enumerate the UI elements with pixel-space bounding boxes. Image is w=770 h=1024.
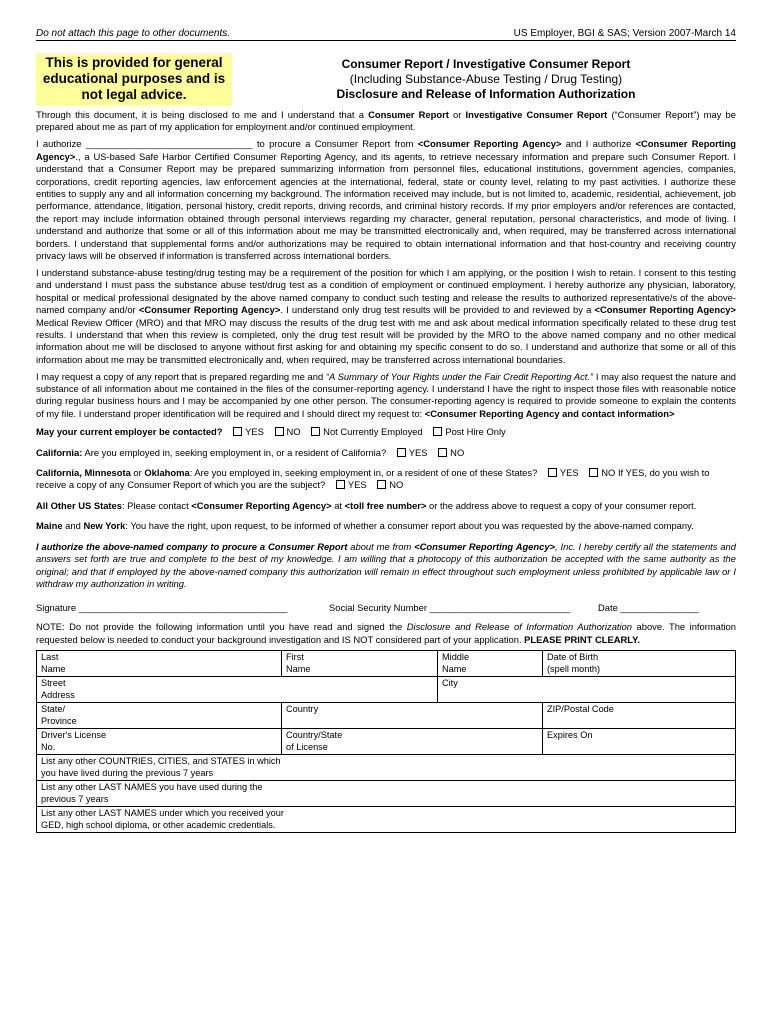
- country-cell[interactable]: Country: [282, 703, 543, 729]
- copy-yes-checkbox[interactable]: [336, 480, 345, 489]
- state-cell[interactable]: State/ Province: [37, 703, 282, 729]
- header-right: US Employer, BGI & SAS; Version 2007-March 14: [513, 28, 736, 39]
- rights-paragraph: I may request a copy of any report that is prepared regarding me and “A Summary of Your Rights under the Fair Credit Reporting Act.” I may also request the nature and substance of all information about me contained in the files of the consumer-reporting agency. I understand I have the right to inspect those files with reasonable notice during regular business hours and I may be accompanied by one other person. The consumer-reporting agency is required to provide someone to explain the contents of my file. I understand proper identification will be required and I should direct my request to: <Consumer Reporting Agency and contact information>: [36, 370, 736, 419]
- ged-names-cell[interactable]: List any other LAST NAMES under which you received your GED, high school diploma, or other academic credentials.: [37, 807, 736, 833]
- employer-post-hire-checkbox[interactable]: [433, 427, 442, 436]
- maine-newyork-paragraph: Maine and New York: You have the right, upon request, to be informed of whether a consumer report about you was requested by the above-named company.: [36, 520, 694, 532]
- title-line3: Disclosure and Release of Information Authorization: [336, 87, 636, 101]
- states-no-checkbox[interactable]: [589, 468, 598, 477]
- form-page: [36, 28, 736, 833]
- expires-cell[interactable]: Expires On: [543, 729, 736, 755]
- note-paragraph: NOTE: Do not provide the following information until you have read and signed the Disclosure and Release of Information Authorization above. The information requested below is needed to conduct your background investigation and IS NOT considered part of your application. PLEASE PRINT CLEARLY.: [36, 621, 736, 645]
- copy-no-checkbox[interactable]: [377, 480, 386, 489]
- states-yes-checkbox[interactable]: [548, 468, 557, 477]
- page-header: [36, 28, 736, 41]
- employer-contact-question: May your current employer be contacted? YES NO Not Currently Employed Post Hire Only: [36, 426, 506, 438]
- form-title: [236, 57, 736, 102]
- last-name-cell[interactable]: Last Name: [37, 651, 282, 677]
- date-field[interactable]: Date _______________: [598, 602, 699, 614]
- california-no-checkbox[interactable]: [438, 448, 447, 457]
- legal-notice: This is provided for general educational purposes and is not legal advice.: [36, 53, 232, 105]
- california-question: California: Are you employed in, seeking employment in, or a resident of California? YES NO: [36, 446, 465, 458]
- disclosure-paragraph: Through this document, it is being disclosed to me and I understand that a Consumer Report or Investigative Consumer Report (“Consumer Report”) may be prepared about me as part of my application for employment and/or continued employment.: [36, 109, 736, 133]
- license-cell[interactable]: Driver's License No.: [37, 729, 282, 755]
- certification-paragraph: I authorize the above-named company to procure a Consumer Report about me from <Consumer Reporting Agency>, Inc. I hereby certify all the statements and answers set forth are true and complete to the best of my knowledge. I am willing that a photocopy of this authorization be accepted with the same authority as the original; and that if employed by the above-named company this authorization will remain in effect throughout such employment unless prohibited by applicable law or I withdraw my authorization in writing.: [36, 540, 736, 589]
- street-cell[interactable]: Street Address: [37, 677, 438, 703]
- drug-testing-paragraph: I understand substance-abuse testing/drug testing may be a requirement of the position for which I am applying, or the position I wish to retain. I consent to this testing and understand I must pass the substance abuse test/drug test as a condition of employment or continued employment. I hereby authorize any physician, laboratory, hospital or medical professional designated by the above named company to conduct such testing and release the results to authorized representative/s of the above-named company and/or <Consumer Reporting Agency>. I understand only drug test results will be provided to and reviewed by a <Consumer Reporting Agency> Medical Review Officer (MRO) and that MRO may discuss the results of the drug test with me and ask about medical information specifically related to these drug test results. I understand that when this review is completed, only the drug test result will be provided by the MRO to the above named company and no other medical information about me will be disclosed to anyone without first asking for and obtaining my specific consent to do so. I understand and authorize that some or all of this information about me may be transmitted electronically and, when required, may be transferred across international boundaries.: [36, 266, 736, 365]
- other-states-paragraph: All Other US States: Please contact <Consumer Reporting Agency> at <toll free number> or the address above to request a copy of your consumer report.: [36, 499, 697, 511]
- signature-row: [36, 602, 736, 613]
- title-line1: Consumer Report / Investigative Consumer Report: [341, 57, 631, 71]
- employer-yes-checkbox[interactable]: [233, 427, 242, 436]
- first-name-cell[interactable]: First Name: [282, 651, 438, 677]
- personal-info-table: [36, 650, 736, 833]
- city-cell[interactable]: City: [438, 677, 736, 703]
- header-left: Do not attach this page to other documents.: [36, 28, 231, 39]
- california-yes-checkbox[interactable]: [397, 448, 406, 457]
- signature-field[interactable]: Signature ________________________________________: [36, 602, 288, 614]
- employer-not-employed-checkbox[interactable]: [311, 427, 320, 436]
- middle-name-cell[interactable]: Middle Name: [438, 651, 543, 677]
- license-country-cell[interactable]: Country/State of License: [282, 729, 543, 755]
- countries-cell[interactable]: List any other COUNTRIES, CITIES, and STATES in which you have lived during the previous 7 years: [37, 755, 736, 781]
- states-question: California, Minnesota or Oklahoma: Are you employed in, seeking employment in, or a resident of one of these States? YES NO If YES, do you wish to receive a copy of any Consumer Report of which you are the subject? YES NO: [36, 467, 710, 491]
- title-line2: (Including Substance-Abuse Testing / Drug Testing): [349, 72, 623, 86]
- last-names-cell[interactable]: List any other LAST NAMES you have used during the previous 7 years: [37, 781, 736, 807]
- dob-cell[interactable]: Date of Birth (spell month): [543, 651, 736, 677]
- employer-no-checkbox[interactable]: [275, 427, 284, 436]
- zip-cell[interactable]: ZIP/Postal Code: [543, 703, 736, 729]
- authorization-paragraph: I authorize ________________________________ to procure a Consumer Report from <Consumer Reporting Agency> and I authorize <Consumer Reporting Agency>., a US-based Safe Harbor Certified Consumer Reporting Agency, and its agents, to retrieve necessary information and prepare such Consumer Report. I understand that a Consumer Report may be prepared summarizing information from personnel files, educational institutions, government agencies, companies, corporations, credit reporting agencies, law enforcement agencies at the international, federal, state or county level, relating to my past activities. I authorize these entities to supply any and all information concerning my background. The information received may include, but is not limited to, academic, residential, achievement, job performance, attendance, litigation, personal history, credit reports, driving records, and criminal history records. If my prior employers and/or references are contacted, the report may include information obtained through personal interviews regarding my character, general reputation, personal characteristics, and mode of living. I understand and authorize that some or all of this information about me may be transmitted electronically and, when required, may be transferred across international borders. I understand that supplemental forms and/or authorizations may be required to obtain international information and that host-country and receiving country privacy laws will be observed if information is transferred across international borders.: [36, 138, 736, 261]
- ssn-field[interactable]: Social Security Number ___________________________: [329, 602, 571, 614]
